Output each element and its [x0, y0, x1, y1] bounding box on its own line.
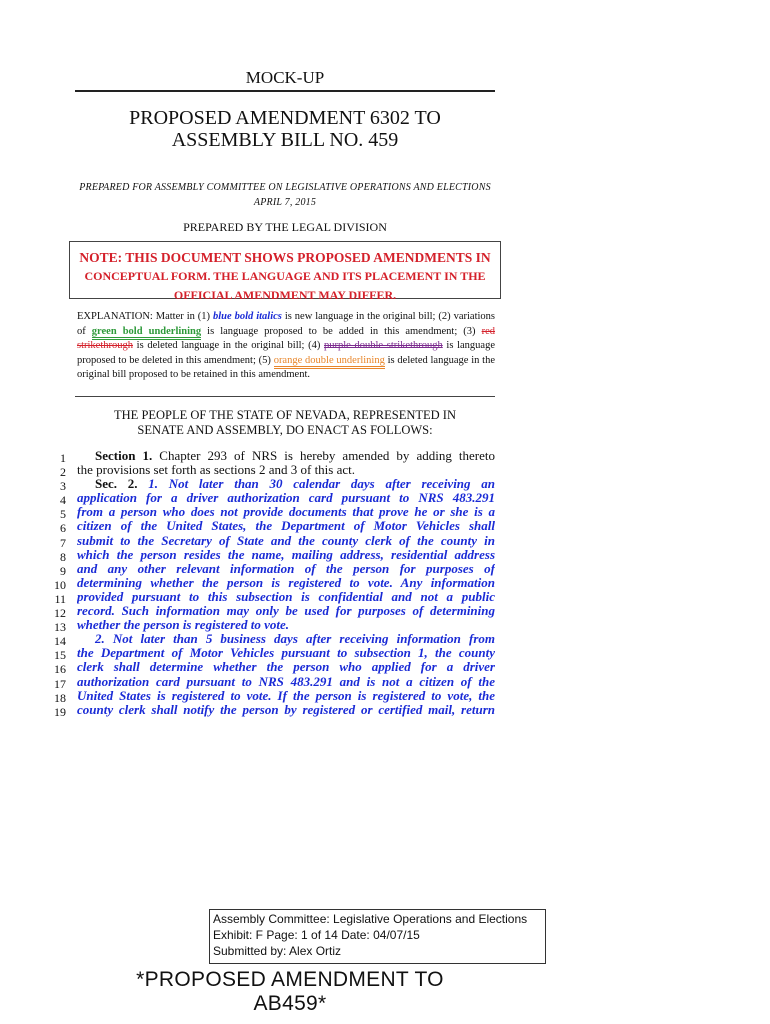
bill-line: citizen of the United States, the Department of Motor Vehicles shall	[77, 519, 495, 534]
bill-line: county clerk shall notify the person by registered or certified mail, return	[77, 702, 495, 717]
prepared-for	[75, 180, 495, 210]
bill-line: and any other relevant information of the person for purposes of	[77, 561, 495, 576]
bill-line: from a person who does not provide documents that prove he or she is a	[77, 505, 495, 520]
enacting-line-1: THE PEOPLE OF THE STATE OF NEVADA, REPRESENTED IN	[114, 408, 456, 422]
note-text	[69, 248, 501, 305]
expl-text-6: is deleted language in the original bill proposed to be retained in this amendment.	[77, 354, 495, 381]
expl-text-4: is deleted language in the original bill; (4)	[133, 340, 325, 352]
bill-line: clerk shall determine whether the person who applied for a driver	[77, 660, 495, 675]
line-number: 1	[60, 451, 66, 465]
line-number: 4	[60, 493, 66, 508]
prepared-by: PREPARED BY THE LEGAL DIVISION	[183, 220, 387, 234]
bill-line: record. Such information may only be used for purposes of determining	[77, 604, 495, 619]
note-line-2: CONCEPTUAL FORM. THE LANGUAGE AND ITS PLACEMENT IN THE	[84, 269, 486, 283]
line-number: 8	[60, 549, 66, 564]
line-number: 5	[60, 507, 66, 522]
note-line-3: OFFICIAL AMENDMENT MAY DIFFER.	[173, 288, 397, 302]
bill-line: Section 1. Chapter 293 of NRS is hereby amended by adding thereto	[95, 449, 495, 463]
exhibit-page-date: Exhibit: F Page: 1 of 14 Date: 04/07/15	[213, 928, 420, 942]
exhibit-stamp	[213, 911, 527, 959]
header-rule	[75, 90, 495, 92]
line-number: 11	[54, 591, 66, 606]
footer-barcode-label: *PROPOSED AMENDMENT TO AB459*	[136, 968, 444, 1015]
line-number: 9	[60, 563, 66, 578]
enacting-line-2: SENATE AND ASSEMBLY, DO ENACT AS FOLLOWS:	[137, 423, 433, 437]
line-number: 12	[54, 606, 66, 621]
title-line-2: ASSEMBLY BILL NO. 459	[171, 129, 399, 151]
expl-red-sample: red strikethrough	[77, 325, 496, 352]
bill-line: United States is registered to vote. If the person is registered to vote, the	[77, 688, 495, 703]
bill-line: Sec. 2. 1. Not later than 30 calendar days after receiving an	[95, 477, 495, 492]
expl-text-1: EXPLANATION: Matter in (1)	[77, 311, 213, 322]
line-number: 10	[54, 577, 66, 592]
enacting-clause	[75, 408, 495, 438]
expl-text-5: is language proposed to be deleted in this amendment; (5)	[77, 340, 495, 366]
bill-text	[77, 449, 495, 717]
line-number: 3	[60, 479, 66, 494]
bill-line: authorization card pursuant to NRS 483.291 and is not a citizen of the	[77, 674, 495, 689]
note-line-1: NOTE: THIS DOCUMENT SHOWS PROPOSED AMENDMENTS IN	[79, 250, 491, 265]
document-title	[75, 107, 495, 151]
section-rule	[75, 396, 495, 397]
line-number: 17	[54, 676, 66, 691]
expl-blue-sample: blue bold italics	[213, 311, 282, 322]
expl-green-sample: green bold underlining	[92, 326, 201, 340]
line-number: 7	[60, 535, 66, 550]
expl-purple-sample: purple double strikethrough	[324, 340, 443, 352]
bill-line: the provisions set forth as sections 2 and 3 of this act.	[77, 463, 356, 478]
bill-line: whether the person is registered to vote.	[77, 618, 289, 633]
bill-line: the Department of Motor Vehicles pursuant to subsection 1, the county	[77, 646, 495, 661]
explanation	[77, 310, 495, 383]
line-number: 6	[60, 521, 66, 536]
line-number: 19	[54, 704, 66, 719]
bill-line: submit to the Secretary of State and the county clerk of the county in	[77, 533, 495, 548]
expl-text-3: is language proposed to be added in this amendment; (3)	[201, 325, 482, 337]
expl-orange-sample: orange double underlining	[274, 355, 385, 369]
bill-line: determining whether the person is registered to vote. Any information	[77, 575, 495, 590]
section-1-heading: Section 1.	[95, 449, 153, 463]
title-line-1: PROPOSED AMENDMENT 6302 TO	[129, 107, 441, 129]
bill-line: which the person resides the name, mailing address, residential address	[77, 547, 495, 562]
prepared-for-committee: PREPARED FOR ASSEMBLY COMMITTEE ON LEGISLATIVE OPERATIONS AND ELECTIONS	[79, 182, 491, 193]
bill-line: application for a driver authorization card pursuant to NRS 483.291	[77, 491, 495, 506]
line-numbers	[32, 451, 66, 719]
expl-text-2: is new language in the original bill; (2) variations of	[77, 311, 495, 337]
bill-line: 2. Not later than 5 business days after receiving information from	[95, 632, 495, 647]
line-number: 16	[54, 662, 66, 677]
line-number: 15	[54, 648, 66, 663]
exhibit-committee: Assembly Committee: Legislative Operations and Elections	[213, 912, 528, 926]
line-number: 14	[54, 634, 66, 649]
exhibit-submitted-by: Submitted by: Alex Ortiz	[213, 944, 342, 958]
mockup-label: MOCK-UP	[245, 68, 325, 87]
line-number: 13	[54, 620, 66, 635]
line-number: 18	[54, 690, 66, 705]
prepared-date: APRIL 7, 2015	[253, 197, 317, 208]
line-number: 2	[60, 465, 66, 480]
bill-line: provided pursuant to this subsection is confidential and not a public	[77, 589, 495, 604]
section-2-heading: Sec. 2.	[95, 477, 138, 492]
